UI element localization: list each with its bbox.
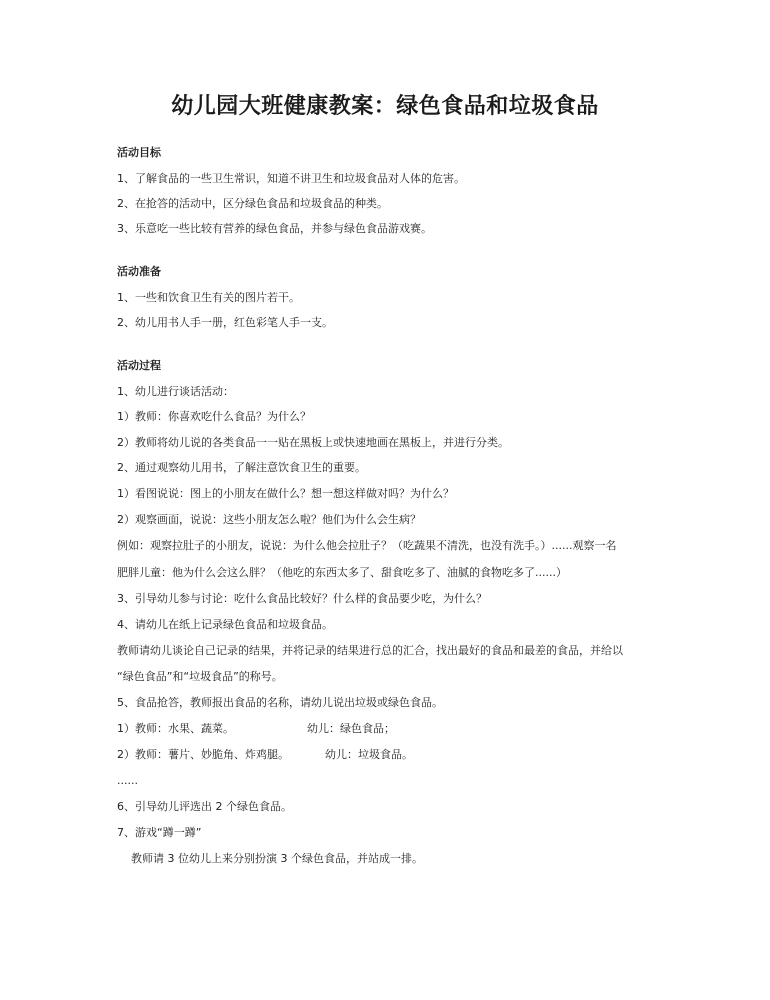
process-line: “绿色食品”和“垃圾食品”的称号。 [117, 670, 283, 683]
process-line: 1）看图说说：图上的小朋友在做什么？想一想这样做对吗？为什么？ [117, 487, 454, 500]
process-line: 例如：观察拉肚子的小朋友，说说：为什么他会拉肚子？（吃蔬果不清洗，也没有洗手。）......观察一名 [117, 539, 617, 552]
section-heading-goals: 活动目标 [117, 146, 161, 159]
process-line: 5、食品抢答，教师报出食品的名称，请幼儿说出垃圾或绿色食品。 [117, 696, 443, 709]
section-heading-process: 活动过程 [117, 359, 161, 372]
goal-item-1: 1、了解食品的一些卫生常识，知道不讲卫生和垃圾食品对人体的危害。 [117, 172, 465, 185]
preparation-item-1: 1、一些和饮食卫生有关的图片若干。 [117, 291, 300, 304]
process-line: 教师请幼儿谈论自己记录的结果，并将记录的结果进行总的汇合，找出最好的食品和最差的食品，并给以 [117, 644, 623, 657]
qa-row [117, 722, 657, 736]
page-title: 幼儿园大班健康教案：绿色食品和垃圾食品 [171, 93, 599, 119]
preparation-item-2: 2、幼儿用书人手一册，红色彩笔人手一支。 [117, 316, 333, 329]
goal-item-3: 3、乐意吃一些比较有营养的绿色食品，并参与绿色食品游戏赛。 [117, 222, 432, 235]
process-line: 1）教师：你喜欢吃什么食品？为什么？ [117, 410, 311, 423]
qa-child: 幼儿：绿色食品； [307, 722, 395, 735]
process-line: 肥胖儿童：他为什么会这么胖？（他吃的东西太多了、甜食吃多了、油腻的食物吃多了......） [117, 566, 567, 579]
process-line: 1、幼儿进行谈话活动： [117, 385, 234, 398]
qa-row [117, 748, 657, 762]
section-heading-preparation: 活动准备 [117, 265, 161, 278]
process-line: 2、通过观察幼儿用书，了解注意饮食卫生的重要。 [117, 461, 366, 474]
qa-teacher: 2）教师：薯片、妙脆角、炸鸡腿。 [117, 748, 289, 761]
process-line: 3、引导幼儿参与讨论：吃什么食品比较好？什么样的食品要少吃，为什么？ [117, 592, 487, 605]
process-line: 2）教师将幼儿说的各类食品一一贴在黑板上或快速地画在黑板上，并进行分类。 [117, 436, 509, 449]
process-line: 7、游戏“蹲一蹲” [117, 826, 202, 839]
process-line: 6、引导幼儿评选出 2 个绿色食品。 [117, 800, 292, 813]
process-final-line: 教师请 3 位幼儿上来分别扮演 3 个绿色食品，并站成一排。 [131, 852, 423, 865]
ellipsis-line: ...... [117, 774, 138, 787]
process-line: 2）观察画面，说说：这些小朋友怎么啦？他们为什么会生病？ [117, 513, 421, 526]
qa-child: 幼儿：垃圾食品。 [325, 748, 413, 761]
qa-teacher: 1）教师：水果、蔬菜。 [117, 722, 234, 735]
goal-item-2: 2、在抢答的活动中，区分绿色食品和垃圾食品的种类。 [117, 197, 388, 210]
process-line: 4、请幼儿在纸上记录绿色食品和垃圾食品。 [117, 618, 333, 631]
